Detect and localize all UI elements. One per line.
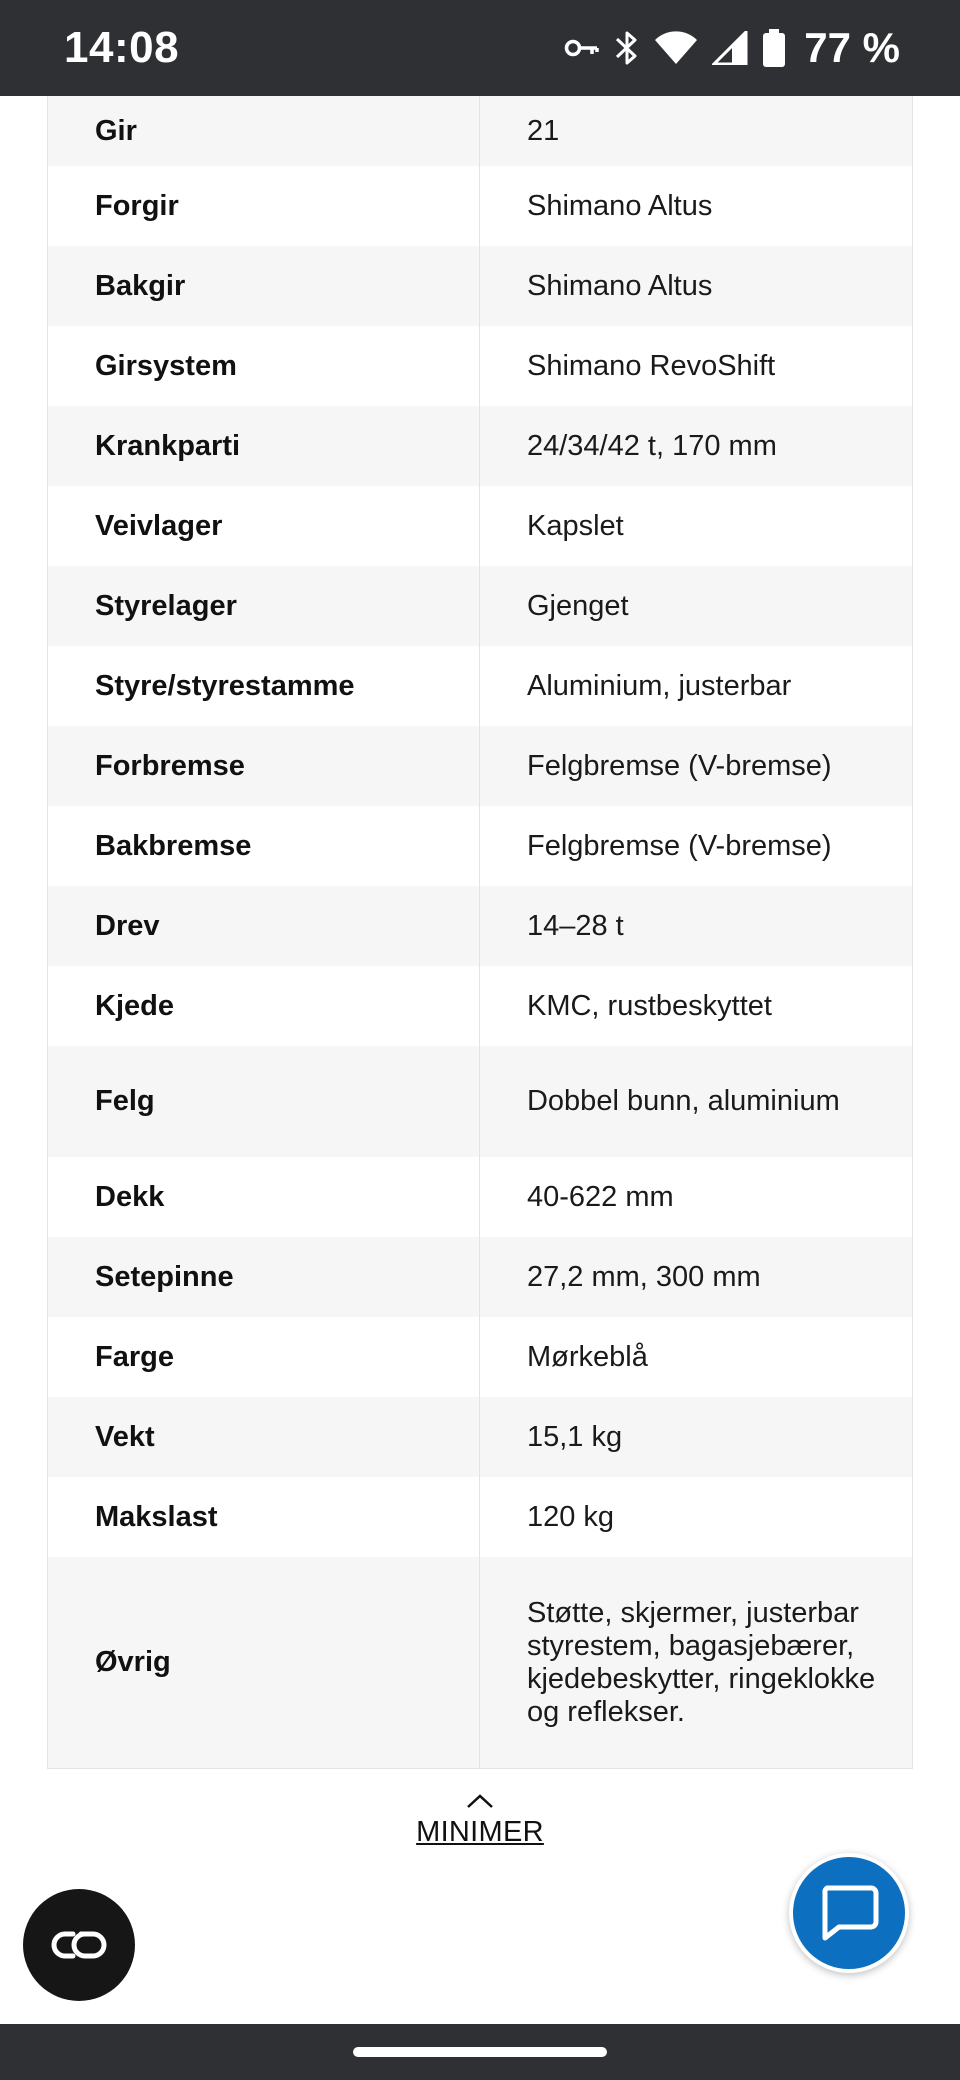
spec-value: Mørkeblå [526,1340,648,1373]
bluetooth-icon [614,30,640,66]
spec-value: Dobbel bunn, aluminium [526,1085,840,1117]
spec-value: 24/34/42 t, 170 mm [526,429,777,462]
spec-label: Farge [48,1317,480,1397]
chat-bubble-icon [817,1882,881,1944]
spec-value: Shimano Altus [526,189,713,222]
spec-value: Støtte, skjermer, justerbar styrestem, bagasjebærer, kjedebeskytter, ringeklokke og reflekser. [526,1596,876,1728]
spec-row [48,166,912,246]
spec-row [48,246,912,326]
spec-value: Gjenget [526,589,629,622]
spec-row [48,326,912,406]
spec-row [48,646,912,726]
battery-icon [762,29,786,67]
spec-row [48,1397,912,1477]
spec-value: Shimano RevoShift [526,349,776,382]
spec-value: Shimano Altus [526,269,713,302]
spec-label: Setepinne [48,1237,480,1317]
spec-row [48,486,912,566]
spec-row [48,966,912,1046]
spec-label: Kjede [48,966,480,1046]
chevron-up-icon [465,1792,495,1810]
spec-value: 21 [526,114,560,147]
spec-label: Gir [48,96,480,166]
chat-button[interactable] [789,1853,909,1973]
spec-label: Drev [48,886,480,966]
spec-row [48,1477,912,1557]
spec-label: Dekk [48,1157,480,1237]
status-time: 14:08 [64,23,180,72]
spec-label: Veivlager [48,486,480,566]
wifi-icon [654,31,698,65]
minimize-button[interactable] [380,1792,580,1872]
accessibility-button[interactable] [23,1889,135,2001]
spec-label: Makslast [48,1477,480,1557]
spec-row [48,806,912,886]
spec-label: Bakbremse [48,806,480,886]
vpn-key-icon [564,36,600,60]
spec-value: 120 kg [526,1500,615,1533]
spec-row [48,1557,912,1768]
spec-row [48,406,912,486]
link-icon [49,1928,109,1962]
navigation-bar [0,2024,960,2080]
spec-label: Vekt [48,1397,480,1477]
spec-label: Girsystem [48,326,480,406]
spec-row [48,566,912,646]
spec-row [48,1317,912,1397]
status-icons [564,24,900,72]
home-handle[interactable] [353,2047,607,2057]
spec-label: Krankparti [48,406,480,486]
spec-value: 15,1 kg [526,1420,623,1453]
spec-value: 14–28 t [526,909,624,942]
spec-row [48,1237,912,1317]
signal-icon [712,31,748,65]
spec-value: Aluminium, justerbar [526,669,792,702]
spec-label: Bakgir [48,246,480,326]
spec-row [48,886,912,966]
spec-row [48,96,912,166]
spec-label: Forgir [48,166,480,246]
spec-value: Felgbremse (V-bremse) [526,829,832,862]
spec-value: KMC, rustbeskyttet [526,989,772,1022]
spec-row [48,1046,912,1157]
spec-table [47,96,913,1769]
spec-label: Felg [48,1046,480,1157]
spec-value: Kapslet [526,509,624,542]
spec-label: Øvrig [48,1557,480,1768]
minimize-label: MINIMER [416,1816,544,1848]
spec-value: 40-622 mm [526,1180,674,1213]
spec-row [48,726,912,806]
spec-label: Styrelager [48,566,480,646]
status-bar [0,0,960,96]
spec-label: Forbremse [48,726,480,806]
spec-row [48,1157,912,1237]
battery-percent: 77 % [804,24,900,71]
spec-value: Felgbremse (V-bremse) [526,749,832,782]
spec-label: Styre/styrestamme [48,646,480,726]
spec-value: 27,2 mm, 300 mm [526,1260,761,1293]
